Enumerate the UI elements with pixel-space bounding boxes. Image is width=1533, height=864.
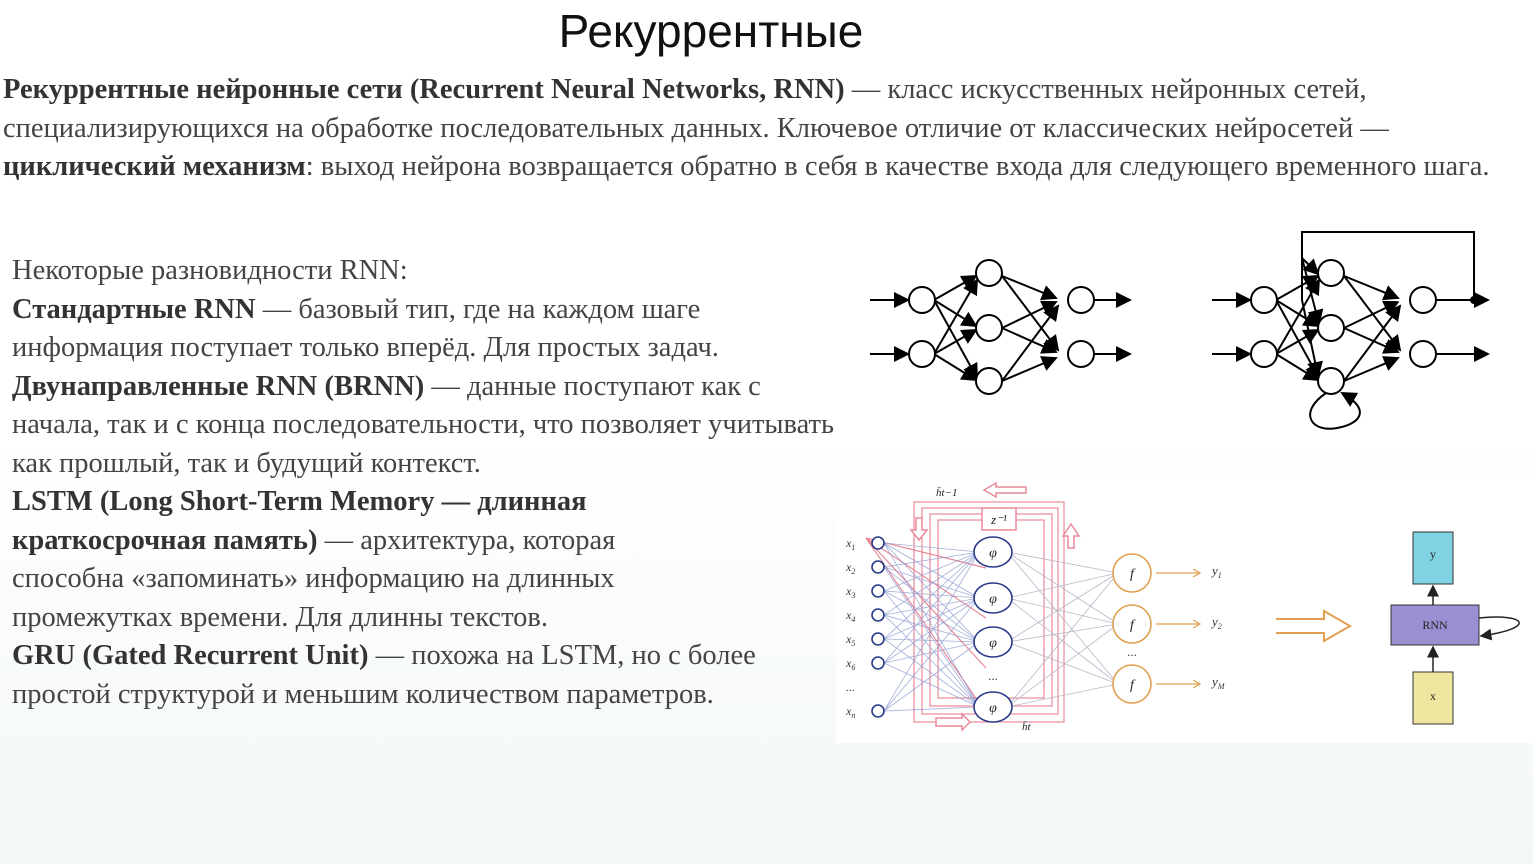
- hidden-node: [1318, 260, 1344, 286]
- input-node: [1251, 287, 1277, 313]
- output-node: [1410, 341, 1436, 367]
- recurrent-loop: [1479, 617, 1519, 636]
- hidden-node-label: φ: [989, 701, 997, 716]
- input-label: ...: [846, 680, 855, 694]
- rnn-compact-diagram: [1276, 478, 1533, 743]
- intro-text-1: — класс искусственных нейронных сетей, специализирующихся на обработке последовательных данных. Ключевое отличие от классических нейросетей —: [3, 74, 1389, 144]
- feedback-loops: [866, 502, 1064, 722]
- hidden-node: [1318, 315, 1344, 341]
- hidden-node: [976, 315, 1002, 341]
- h-prev-label: h̄t−1: [936, 487, 958, 499]
- list-item-name: GRU (Gated Recurrent Unit): [12, 640, 369, 671]
- connection-line: [884, 598, 979, 615]
- delay-label: z⁻¹: [991, 512, 1007, 527]
- recurrent-layer-svg: [836, 478, 1276, 743]
- input-node: [872, 705, 884, 717]
- hidden-node: [976, 368, 1002, 394]
- input-label: $x_5$: [846, 632, 856, 648]
- hidden-node: [1318, 368, 1344, 394]
- connection-line: [884, 598, 979, 711]
- output-node: [1068, 341, 1094, 367]
- list-item: [12, 637, 852, 714]
- connection-line: [884, 552, 979, 711]
- arrow-right-icon: [1276, 611, 1350, 641]
- output-label: $y_2$: [1212, 614, 1222, 631]
- input-label: $x_6$: [846, 656, 856, 672]
- rnn-box-label: RNN: [1422, 618, 1448, 632]
- h-label: h̄t: [1022, 721, 1031, 733]
- connection-line: [1007, 573, 1118, 598]
- input-node: [872, 609, 884, 621]
- output-label: $y_1$: [1212, 563, 1222, 580]
- input-node: [909, 341, 935, 367]
- list-item-name: Стандартные RNN: [12, 293, 256, 325]
- output-node-label: f: [1130, 678, 1134, 693]
- connection-line: [884, 552, 979, 615]
- input-node: [872, 561, 884, 573]
- connection-line: [884, 543, 979, 598]
- connection-line: [1007, 624, 1118, 642]
- list-item-desc: — похожа на LSTM, но с более простой структурой и меньшим количеством параметров.: [12, 640, 756, 710]
- list-item-desc: — данные поступают как с начала, так и с конца последовательности, что позволяет учитывать как прошлый, так и будущий контекст.: [12, 370, 834, 479]
- recurrent-network: [1212, 232, 1488, 429]
- output-nodes: [1113, 554, 1226, 703]
- connection-line: [884, 567, 979, 707]
- input-node: [872, 537, 884, 549]
- input-hidden-connections: [884, 543, 979, 711]
- rnn-types-list: [12, 252, 852, 714]
- hidden-node-label: φ: [989, 636, 997, 651]
- connection-line: [1007, 573, 1118, 642]
- hidden-node: [976, 260, 1002, 286]
- intro-term: Рекуррентные нейронные сети (Recurrent Neural Networks, RNN): [3, 74, 845, 105]
- output-node-label: f: [1130, 618, 1134, 633]
- output-node: [1410, 287, 1436, 313]
- input-node: [872, 585, 884, 597]
- hidden-ellipsis: ...: [988, 668, 998, 683]
- input-label: $x_2$: [846, 560, 856, 576]
- input-nodes: [845, 536, 884, 720]
- input-label: $x_4$: [846, 608, 856, 624]
- connection-line: [884, 543, 979, 552]
- output-ellipsis: ...: [1127, 644, 1137, 659]
- list-item-name: Двунаправленные RNN (BRNN): [12, 370, 425, 402]
- recurrent-layer-diagram: [836, 478, 1276, 743]
- input-label: $x_n$: [846, 704, 856, 720]
- hidden-output-connections: [1007, 552, 1118, 707]
- intro-key-term: циклический механизм: [3, 151, 306, 182]
- connection-line: [1007, 624, 1118, 707]
- hidden-node-label: φ: [989, 592, 997, 607]
- input-box-label: x: [1430, 689, 1436, 703]
- input-label: $x_1$: [846, 536, 856, 552]
- connection-line: [884, 543, 979, 707]
- input-node: [872, 633, 884, 645]
- list-heading: Некоторые разновидности RNN:: [12, 255, 408, 286]
- list-item-desc: — архитектура, которая способна «запоминать» информацию на длинных промежутках времени. Для длинны текстов.: [12, 524, 616, 633]
- output-box-label: y: [1430, 547, 1436, 561]
- list-item-desc: — базовый тип, где на каждом шаге информация поступает только вперёд. Для простых задач.: [12, 293, 719, 363]
- intro-paragraph: [3, 71, 1528, 187]
- ffn-vs-rnn-svg: [860, 228, 1500, 433]
- input-node: [1251, 341, 1277, 367]
- hidden-node-label: φ: [989, 546, 997, 561]
- connection-line: [884, 707, 979, 711]
- input-node: [872, 657, 884, 669]
- output-node-label: f: [1130, 567, 1134, 582]
- hidden-nodes: [974, 537, 1012, 722]
- output-node: [1068, 287, 1094, 313]
- connection-line: [1007, 552, 1118, 684]
- input-node: [909, 287, 935, 313]
- list-item-name: LSTM (Long Short-Term Memory — длинная краткосрочная память): [12, 486, 587, 556]
- rnn-compact-svg: [1276, 478, 1533, 743]
- connection-line: [1007, 642, 1118, 684]
- ffn-vs-rnn-diagram: [860, 228, 1500, 433]
- list-item: [12, 291, 852, 368]
- intro-text-2: : выход нейрона возвращается обратно в себя в качестве входа для следующего временного шага.: [305, 151, 1490, 182]
- list-item: [12, 483, 692, 637]
- input-label: $x_3$: [846, 584, 856, 600]
- list-item: [12, 368, 852, 484]
- connection-line: [884, 639, 979, 642]
- page-title: Рекуррентные: [558, 5, 864, 57]
- connection-line: [1007, 573, 1118, 707]
- ffn-network: [870, 260, 1130, 394]
- output-label: $y_M$: [1212, 674, 1225, 691]
